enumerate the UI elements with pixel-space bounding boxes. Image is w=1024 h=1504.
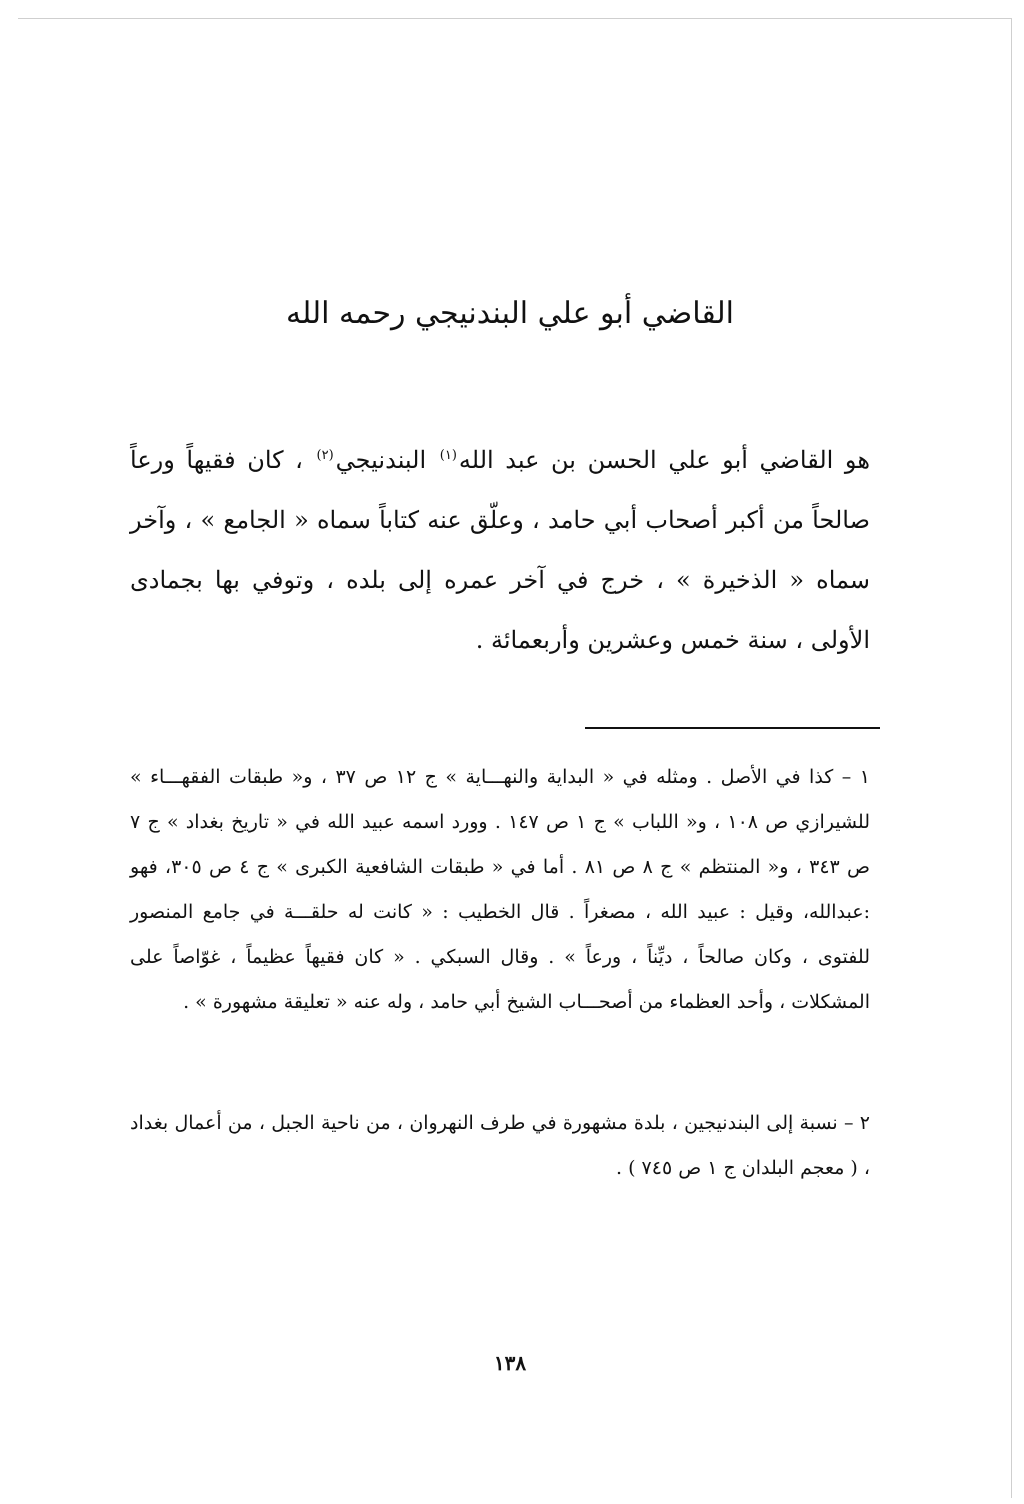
body-text-part: ، كان فقيهاً ورعاً صالحاً من أكبر أصحاب أبي حامد ، وعلّق عنه كتاباً سماه « الجامع » ، وآخر سماه « الذخيرة » ، خرج في آخر عمره إلى بلده ، وتوفي بها بجمادى الأولى ، سنة خمس وعشرين وأربعمائة . — [130, 446, 870, 654]
footnotes-list — [130, 755, 870, 1191]
footnote-reference: (٢) — [316, 448, 334, 463]
footnote-divider — [585, 727, 880, 729]
body-text-part: هو القاضي أبو علي الحسن بن عبد الله — [458, 446, 870, 474]
footnote-2: ٢ – نسبة إلى البندنيجين ، بلدة مشهورة في طرف النهروان ، من ناحية الجبل ، من أعمال بغداد ، ( معجم البلدان ج ١ ص ٧٤٥ ) . — [130, 1112, 870, 1179]
body-text-part: البندنيجي — [335, 446, 427, 474]
footnote-1: ١ – كذا في الأصل . ومثله في « البداية والنهـــاية » ج ١٢ ص ٣٧ ، و« طبقات الفقهـــاء » للشيرازي ص ١٠٨ ، و« اللباب » ج ١ ص ١٤٧ . وورد اسمه عبيد الله في « تاريخ بغداد » ج ٧ ص ٣٤٣ ، و« المنتظم » ج ٨ ص ٨١ . أما في « طبقات الشافعية الكبرى » ج ٤ ص ٣٠٥، فهو :عبدالله، وقيل : عبيد الله ، مصغراً . قال الخطيب : « كانت له حلقـــة في جامع المنصور للفتوى ، وكان صالحاً ، ديِّناً ، ورعاً » . وقال السبكي . « كان فقيهاً عظيماً ، غوّاصاً على المشكلات ، وأحد العظماء من أصحـــاب الشيخ أبي حامد ، وله عنه « تعليقة مشهورة » . — [130, 766, 870, 1013]
page-title: القاضي أبو علي البندنيجي رحمه الله — [285, 296, 735, 331]
footnote-reference: (١) — [439, 448, 457, 463]
body-paragraph — [130, 430, 870, 670]
page-number: ١٣٨ — [493, 1351, 527, 1375]
